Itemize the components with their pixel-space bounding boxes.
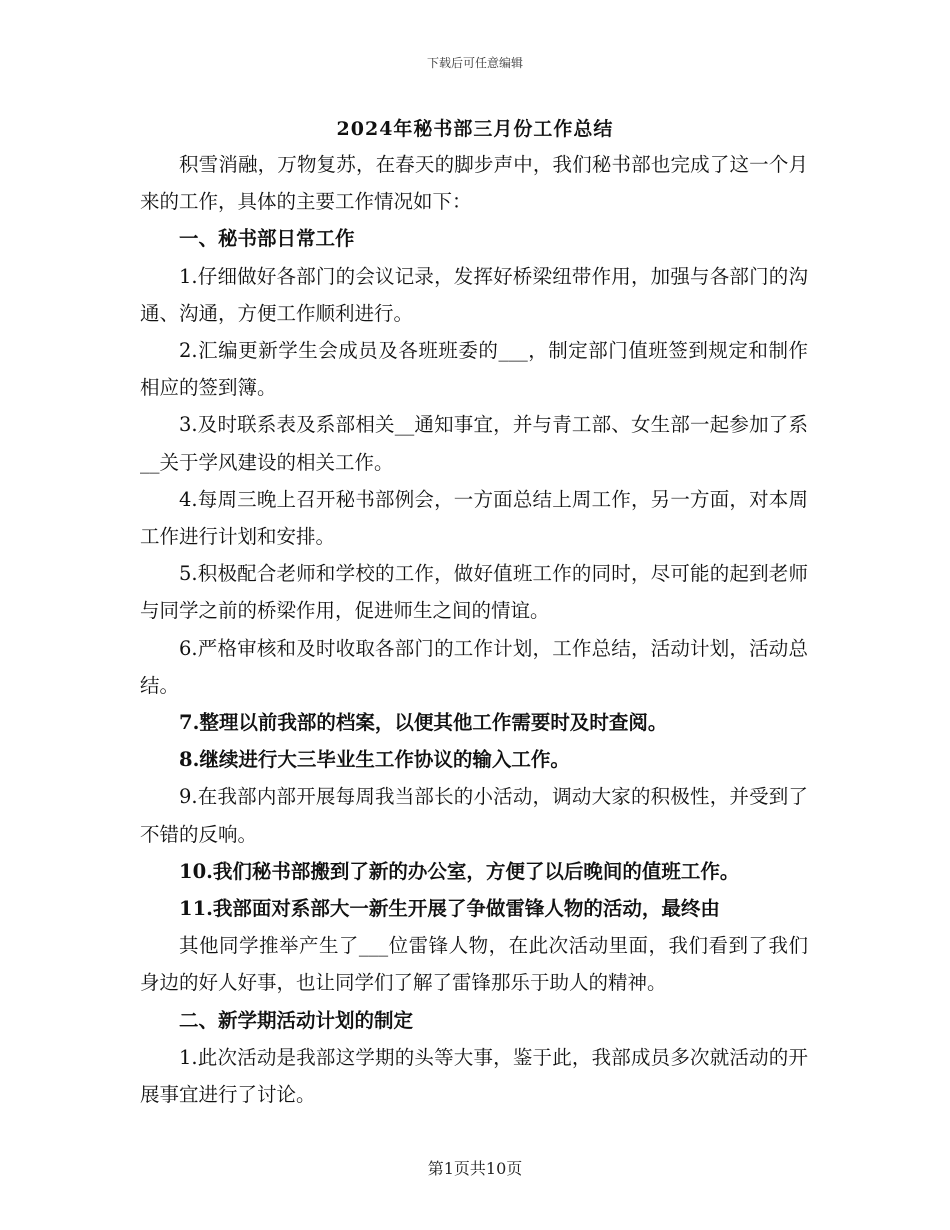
section-heading: 一、秘书部日常工作	[179, 227, 355, 251]
paragraph: 2.汇编更新学生会成员及各班班委的___，制定部门值班签到规定和制作相应的签到簿。	[140, 339, 808, 400]
paragraph: 4.每周三晚上召开秘书部例会，一方面总结上周工作，另一方面，对本周工作进行计划和安排。	[140, 487, 808, 549]
paragraph: 6.严格审核和及时收取各部门的工作计划，工作总结，活动计划，活动总结。	[140, 636, 808, 697]
paragraph: 11.我部面对系部大一新生开展了争做雷锋人物的活动，最终由	[179, 897, 720, 921]
document-body	[140, 146, 808, 1113]
paragraph: 5.积极配合老师和学校的工作，做好值班工作的同时，尽可能的起到老师与同学之前的桥梁作用，促进师生之间的情谊。	[140, 562, 808, 623]
paragraph: 8.继续进行大三毕业生工作协议的输入工作。	[179, 748, 570, 772]
paragraph: 1.此次活动是我部这学期的头等大事，鉴于此，我部成员多次就活动的开展事宜进行了讨论。	[140, 1045, 808, 1107]
paragraph: 积雪消融，万物复苏，在春天的脚步声中，我们秘书部也完成了这一个月来的工作，具体的主要工作情况如下：	[140, 153, 808, 214]
paragraph: 其他同学推举产生了___位雷锋人物，在此次活动里面，我们看到了我们身边的好人好事，也让同学们了解了雷锋那乐于助人的精神。	[140, 934, 808, 995]
page-footer: 第1页共10页	[427, 1159, 523, 1178]
header-note: 下载后可任意编辑	[426, 56, 523, 70]
paragraph: 1.仔细做好各部门的会议记录，发挥好桥梁纽带作用，加强与各部门的沟通、沟通，方便工作顺利进行。	[140, 264, 808, 325]
paragraph: 9.在我部内部开展每周我当部长的小活动，调动大家的积极性，并受到了不错的反响。	[140, 785, 808, 846]
document-title: 2024年秘书部三月份工作总结	[336, 118, 614, 140]
paragraph: 7.整理以前我部的档案，以便其他工作需要时及时查阅。	[179, 711, 668, 735]
paragraph: 10.我们秘书部搬到了新的办公室，方便了以后晚间的值班工作。	[179, 859, 740, 883]
paragraph: 3.及时联系表及系部相关__通知事宜，并与青工部、女生部一起参加了系__关于学风建设的相关工作。	[140, 413, 808, 474]
section-heading: 二、新学期活动计划的制定	[179, 1008, 414, 1032]
